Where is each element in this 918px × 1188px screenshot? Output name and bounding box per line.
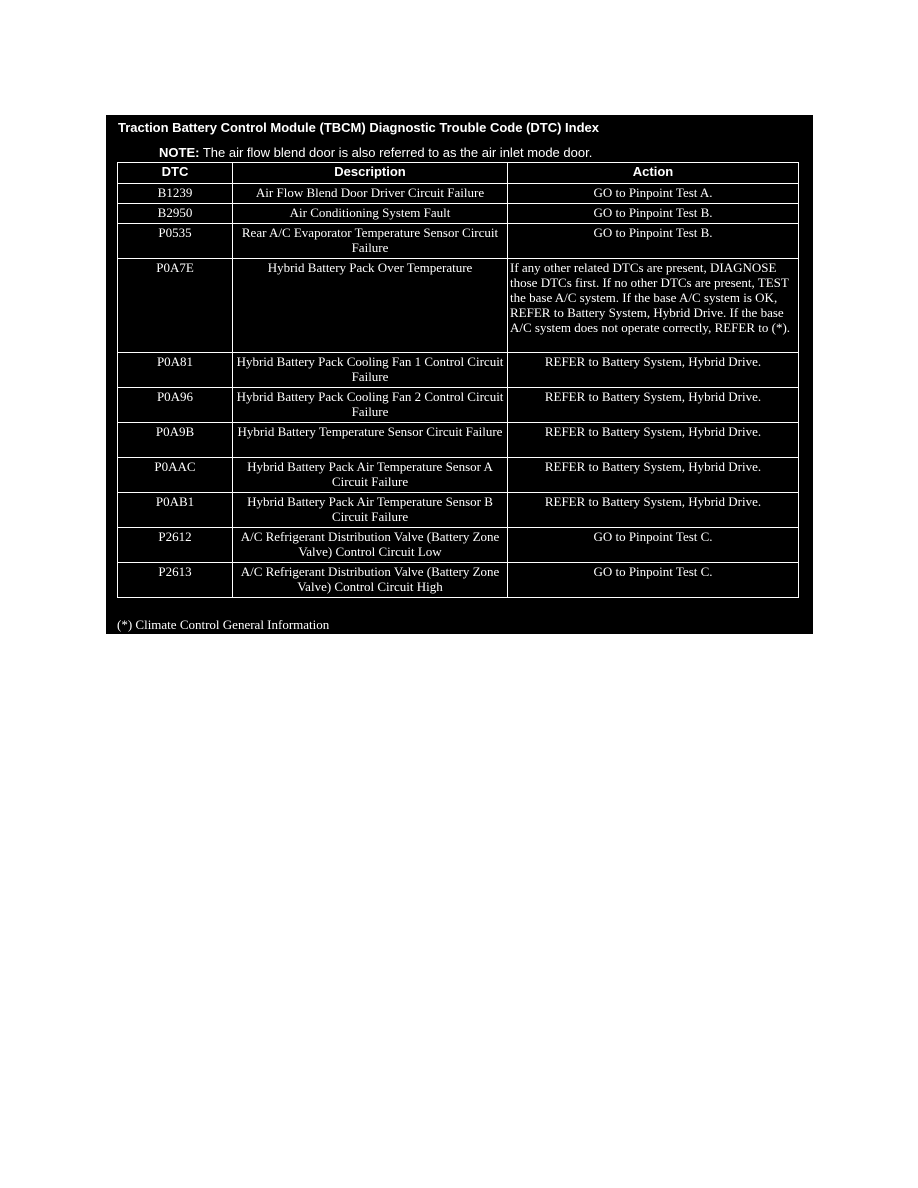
dtc-action: GO to Pinpoint Test C.: [508, 528, 799, 563]
header-action: Action: [508, 163, 799, 184]
dtc-action: REFER to Battery System, Hybrid Drive.: [508, 423, 799, 458]
dtc-action: REFER to Battery System, Hybrid Drive.: [508, 458, 799, 493]
page-title: Traction Battery Control Module (TBCM) Diagnostic Trouble Code (DTC) Index: [118, 120, 600, 135]
dtc-description: Hybrid Battery Pack Cooling Fan 1 Control Circuit Failure: [233, 353, 508, 388]
dtc-description: Hybrid Battery Pack Over Temperature: [233, 259, 508, 353]
dtc-description: Hybrid Battery Temperature Sensor Circuit Failure: [233, 423, 508, 458]
table-row: [118, 184, 799, 204]
table-row: [118, 458, 799, 493]
dtc-table: [117, 162, 799, 598]
dtc-code: P0A9B: [118, 423, 233, 458]
table-row: [118, 353, 799, 388]
dtc-description: Hybrid Battery Pack Air Temperature Sensor B Circuit Failure: [233, 493, 508, 528]
dtc-code: P2613: [118, 563, 233, 598]
dtc-code: P0A81: [118, 353, 233, 388]
dtc-code: P0AB1: [118, 493, 233, 528]
dtc-description: Hybrid Battery Pack Air Temperature Sensor A Circuit Failure: [233, 458, 508, 493]
dtc-description: A/C Refrigerant Distribution Valve (Battery Zone Valve) Control Circuit High: [233, 563, 508, 598]
table-row: [118, 563, 799, 598]
dtc-code: P0AAC: [118, 458, 233, 493]
dtc-action: GO to Pinpoint Test B.: [508, 224, 799, 259]
dtc-action: REFER to Battery System, Hybrid Drive.: [508, 493, 799, 528]
note: [159, 145, 592, 160]
dtc-action: GO to Pinpoint Test C.: [508, 563, 799, 598]
table-row: [118, 528, 799, 563]
dtc-description: Air Conditioning System Fault: [233, 204, 508, 224]
header-dtc: DTC: [118, 163, 233, 184]
dtc-action: GO to Pinpoint Test B.: [508, 204, 799, 224]
note-text: The air flow blend door is also referred to as the air inlet mode door.: [199, 145, 593, 160]
dtc-action: REFER to Battery System, Hybrid Drive.: [508, 388, 799, 423]
dtc-action: REFER to Battery System, Hybrid Drive.: [508, 353, 799, 388]
footnote: (*) Climate Control General Information: [117, 617, 330, 632]
header-description: Description: [233, 163, 508, 184]
dtc-description: Hybrid Battery Pack Cooling Fan 2 Control Circuit Failure: [233, 388, 508, 423]
table-row: [118, 204, 799, 224]
dtc-description: Rear A/C Evaporator Temperature Sensor Circuit Failure: [233, 224, 508, 259]
dtc-action: If any other related DTCs are present, DIAGNOSE those DTCs first. If no other DTCs are present, TEST the base A/C system. If the base A/C system is OK, REFER to Battery System, Hybrid Drive. If the base A/C system does not operate correctly, REFER to (*).: [508, 259, 799, 353]
table-row: [118, 224, 799, 259]
dtc-code: B2950: [118, 204, 233, 224]
dtc-code: P0A96: [118, 388, 233, 423]
note-label: NOTE:: [159, 145, 200, 160]
table-row: [118, 388, 799, 423]
table-row: [118, 423, 799, 458]
table-row: [118, 493, 799, 528]
dtc-code: P2612: [118, 528, 233, 563]
dtc-code: P0A7E: [118, 259, 233, 353]
dtc-index-panel: [106, 115, 813, 634]
dtc-description: A/C Refrigerant Distribution Valve (Battery Zone Valve) Control Circuit Low: [233, 528, 508, 563]
dtc-description: Air Flow Blend Door Driver Circuit Failure: [233, 184, 508, 204]
dtc-code: B1239: [118, 184, 233, 204]
table-row: [118, 259, 799, 353]
dtc-action: GO to Pinpoint Test A.: [508, 184, 799, 204]
table-header-row: [118, 163, 799, 184]
dtc-code: P0535: [118, 224, 233, 259]
